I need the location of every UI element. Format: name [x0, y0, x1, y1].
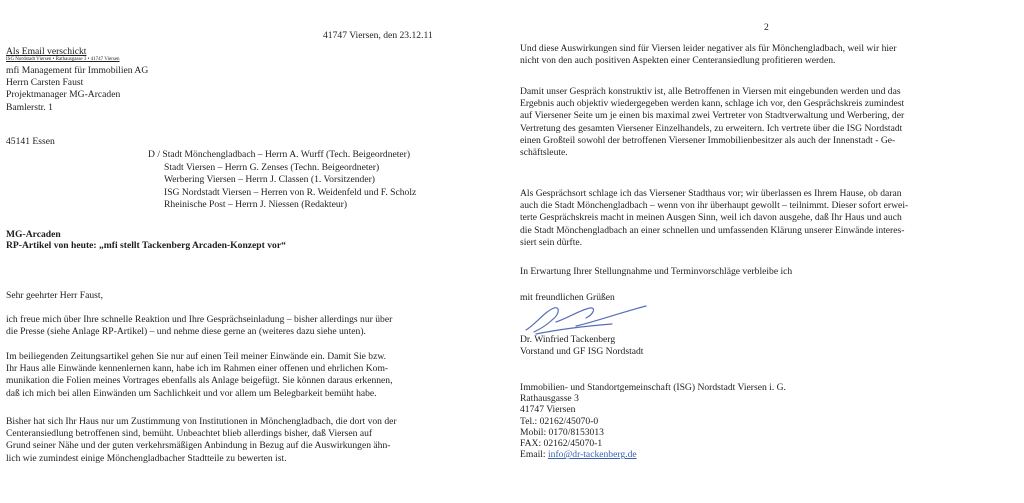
organization-address	[520, 382, 786, 460]
signer-block	[520, 334, 643, 358]
text-line: Damit unser Gespräch konstruktiv ist, alle Betroffenen in Viersen mit eingebunden werden und das	[520, 86, 901, 97]
cc-line: ISG Nordstadt Viersen – Herren von R. Weidenfeld und F. Scholz	[164, 186, 417, 198]
sender-return-line: ISG Nordstadt Viersen • Rathausgasse 3 • 41747 Viersen	[6, 57, 120, 62]
text-line: Ihr Haus alle Einwände kennenlernen kann, habe ich im Rahmen einer offenen und ehrlichen Kom-	[6, 363, 389, 375]
recipient-city: 45141 Essen	[6, 136, 55, 147]
letter-page-2	[512, 0, 1024, 503]
page-number: 2	[764, 22, 769, 33]
recipient-line: mfi Management für Immobilien AG	[6, 65, 149, 76]
text-line: Und diese Auswirkungen sind für Viersen leider negativer als für Mönchengladbach, weil wir hier	[520, 43, 897, 54]
text-line: munikation die Folien meines Vortrages ebenfalls als Anlage beigefügt. Sie können daraus erkennen,	[6, 375, 393, 387]
text-line: die Stadt Mönchengladbach an einer schnellen und umfassenden Klärung unserer Einwände interes-	[520, 224, 905, 236]
subject-line: RP-Artikel von heute: „mfi stellt Tackenberg Arcaden-Konzept vor“	[6, 240, 286, 252]
cc-line: D / Stadt Mönchengladbach – Herrn A. Wurff (Tech. Beigeordneter)	[148, 149, 411, 160]
org-line: FAX: 02162/45070-1	[520, 438, 603, 450]
paragraph-5	[520, 86, 904, 159]
paragraph-4	[520, 43, 897, 67]
text-line: auf Viersener Seite um je einen bis maximal zwei Vertreter von Stadtverwaltung und Werbering, der	[520, 110, 905, 122]
org-line: Rathausgasse 3	[520, 393, 579, 405]
email-label: Email:	[520, 449, 546, 461]
sent-as-email-note: Als Email verschickt	[6, 46, 87, 57]
cc-line: Werbering Viersen – Herrn J. Classen (1. Vorsitzender)	[164, 174, 375, 186]
text-line: Grund seiner Nähe und der guten verkehrsmäßigen Anbindung in Bezug auf die Auswirkungen ähn-	[6, 440, 391, 452]
signer-name: Dr. Winfried Tackenberg	[520, 334, 616, 345]
salutation: Sehr geehrter Herr Faust,	[6, 290, 103, 301]
recipient-line: Herrn Carsten Faust	[6, 77, 84, 89]
text-line: terte Gesprächskreis macht in meinen Ausgen Sinn, weil ich davon ausgehe, daß Ihr Haus und auch	[520, 212, 902, 224]
text-line: daß ich mich bei allen Einwänden um Sachlichkeit und vor allem um Belegbarkeit bemüht habe.	[6, 387, 377, 399]
text-line: Vertretung des gesamten Viersener Einzelhandels, zu erweitern. Ich vertrete über die ISG Nordstadt	[520, 122, 903, 134]
paragraph-2	[6, 351, 393, 400]
email-link[interactable]: info@dr-tackenberg.de	[547, 449, 637, 461]
cc-line: Stadt Viersen – Herrn G. Zenses (Techn. Beigeordneter)	[164, 161, 380, 173]
recipient-address	[6, 65, 148, 114]
recipient-line: Projektmanager MG-Arcaden	[6, 89, 121, 101]
email-row	[520, 449, 786, 460]
text-line: die Presse (siehe Anlage RP-Artikel) – und nehme diese gerne an (weiteres dazu siehe unten).	[6, 326, 366, 338]
text-line: Centeransiedlung betroffenen sind, bemüht. Unbeachtet blieb allerdings bisher, daß Viersen auf	[6, 428, 373, 440]
cc-line: Rheinische Post – Herrn J. Niessen (Redakteur)	[164, 199, 348, 211]
org-line: 41747 Viersen	[520, 404, 576, 416]
text-line: Als Gesprächsort schlage ich das Viersener Stadthaus vor; wir überlassen es Ihrem Hause, ob daran	[520, 188, 902, 199]
date-line: 41747 Viersen, den 23.12.11	[323, 30, 433, 41]
org-line: Immobilien- und Standortgemeinschaft (ISG) Nordstadt Viersen i. G.	[520, 382, 786, 393]
text-line: Ergebnis auch objektiv wiedergegeben werden kann, schlage ich vor, den Gesprächskreis zumindest	[520, 98, 905, 110]
text-line: Bisher hat sich Ihr Haus nur um Zustimmung von Institutionen in Mönchengladbach, die dort von der	[6, 416, 397, 427]
text-line: Im beiliegenden Zeitungsartikel gehen Sie nur auf einen Teil meiner Einwände ein. Damit Sie bzw.	[6, 351, 387, 362]
closing: mit freundlichen Grüßen	[520, 292, 615, 303]
paragraph-6	[520, 188, 908, 249]
signer-title: Vorstand und GF ISG Nordstadt	[520, 346, 644, 358]
text-line: einen Großteil sowohl der betroffenen Viersener Immobilienbesitzer als auch der Innenstadt - Ge-	[520, 134, 896, 146]
text-line: siert sein dürfte.	[520, 236, 583, 248]
cc-list	[148, 149, 416, 212]
subject-line: MG-Arcaden	[6, 229, 61, 240]
text-line: nicht von den auch positiven Aspekten einer Centeransiedlung profitieren werden.	[520, 55, 836, 67]
org-line: Tel.: 02162/45070-0	[520, 415, 599, 427]
org-line: Mobil: 0170/8153013	[520, 426, 604, 438]
subject	[6, 229, 286, 252]
text-line: schäftsleute.	[520, 147, 568, 159]
text-line: auch die Stadt Mönchengladbach – wenn von ihr überhaupt gewollt – teilnimmt. Dieser sofort erwei-	[520, 200, 909, 212]
paragraph-1	[6, 314, 392, 338]
paragraph-7: In Erwartung Ihrer Stellungnahme und Terminvorschläge verbleibe ich	[520, 266, 793, 277]
text-line: lich wie zumindest einige Mönchengladbacher Stadtteile zu bewerten ist.	[6, 452, 287, 464]
paragraph-3	[6, 416, 397, 465]
recipient-line: Bamlerstr. 1	[6, 101, 53, 113]
text-line: ich freue mich über Ihre schnelle Reaktion und Ihre Gesprächseinladung – bisher allerdings nur über	[6, 314, 393, 325]
